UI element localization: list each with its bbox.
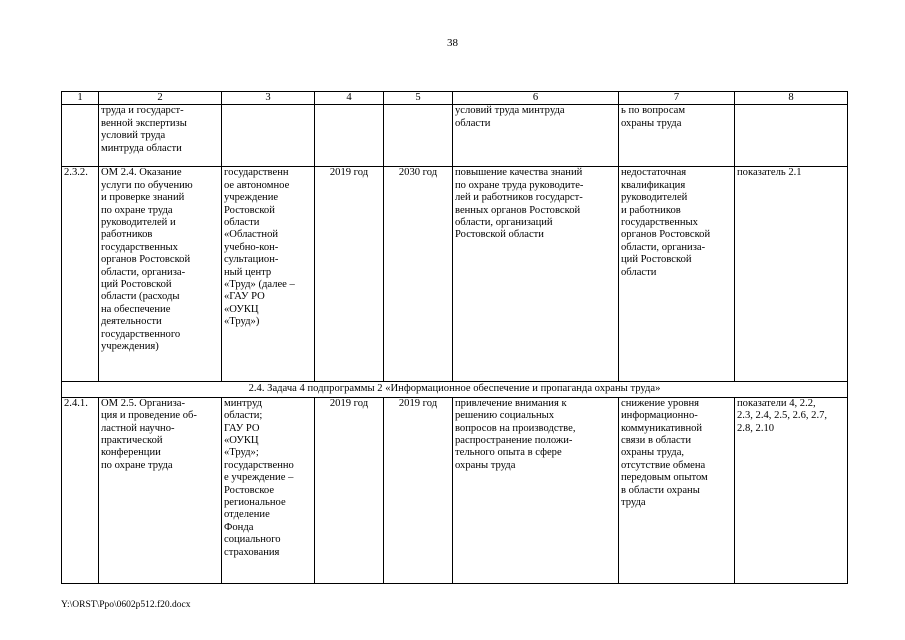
cell-end: 2019 год — [384, 397, 453, 583]
cell-result: повышение качества знаний по охране труда руководите- лей и работников государст- венных органов Ростовской области, организаций Ростовской области — [453, 167, 619, 382]
cell-end: 2030 год — [384, 167, 453, 382]
cell-consequence: снижение уровня информационно- коммуникативной связи в области охраны труда, отсутствие обмена передовым опытом в области охраны труда — [619, 397, 735, 583]
cell-number — [62, 105, 99, 167]
section-heading-row — [62, 382, 848, 397]
table-row-continuation — [62, 105, 848, 167]
cell-measure: ОМ 2.5. Организа- ция и проведение об- ластной научно- практической конференции по охране труда — [99, 397, 222, 583]
table-header-row — [62, 92, 848, 105]
header-cell-8: 8 — [735, 92, 848, 105]
cell-executor: государственн ое автономное учреждение Ростовской области «Областной учебно-кон- сультацион- ный центр «Труд» (далее – «ГАУ РО «ОУКЦ «Труд») — [222, 167, 315, 382]
cell-result: условий труда минтруда области — [453, 105, 619, 167]
cell-end — [384, 105, 453, 167]
document-footer-path: Y:\ORST\Ppo\0602p512.f20.docx — [61, 600, 191, 610]
program-table — [61, 91, 848, 584]
cell-measure: труда и государст- венной экспертизы условий труда минтруда области — [99, 105, 222, 167]
page-number: 38 — [447, 37, 458, 49]
cell-consequence: недостаточная квалификация руководителей и работников государственных органов Ростовской области, организа- ций Ростовской области — [619, 167, 735, 382]
cell-executor: минтруд области; ГАУ РО «ОУКЦ «Труд»; государственно е учреждение – Ростовское региональное отделение Фонда социального страхования — [222, 397, 315, 583]
cell-number: 2.4.1. — [62, 397, 99, 583]
cell-indicator — [735, 105, 848, 167]
cell-result: привлечение внимания к решению социальных вопросов на производстве, распространение положи- тельного опыта в сфере охраны труда — [453, 397, 619, 583]
cell-indicator: показатели 4, 2.2, 2.3, 2.4, 2.5, 2.6, 2.7, 2.8, 2.10 — [735, 397, 848, 583]
header-cell-6: 6 — [453, 92, 619, 105]
table-row-2-3-2 — [62, 167, 848, 382]
header-cell-3: 3 — [222, 92, 315, 105]
table-row-2-4-1 — [62, 397, 848, 583]
cell-executor — [222, 105, 315, 167]
cell-start: 2019 год — [315, 167, 384, 382]
header-cell-5: 5 — [384, 92, 453, 105]
header-cell-7: 7 — [619, 92, 735, 105]
header-cell-1: 1 — [62, 92, 99, 105]
cell-start — [315, 105, 384, 167]
section-heading: 2.4. Задача 4 подпрограммы 2 «Информационное обеспечение и пропаганда охраны труда» — [62, 382, 848, 397]
header-cell-2: 2 — [99, 92, 222, 105]
header-cell-4: 4 — [315, 92, 384, 105]
cell-consequence: ь по вопросам охраны труда — [619, 105, 735, 167]
cell-start: 2019 год — [315, 397, 384, 583]
cell-measure: ОМ 2.4. Оказание услуги по обучению и проверке знаний по охране труда руководителей и работников государственных органов Ростовской области, организа- ций Ростовской области (расходы на обеспечение деятельности государственного учреждения) — [99, 167, 222, 382]
cell-number: 2.3.2. — [62, 167, 99, 382]
cell-indicator: показатель 2.1 — [735, 167, 848, 382]
